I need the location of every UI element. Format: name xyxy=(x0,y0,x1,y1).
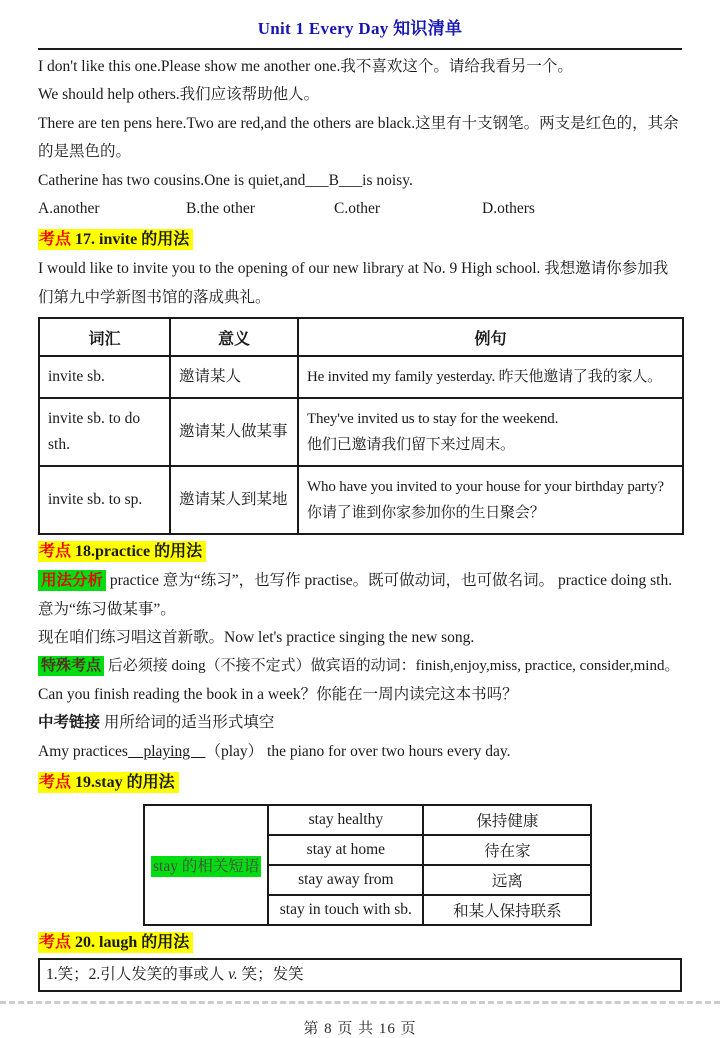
example-line: Who have you invited to your house for your birthday party? xyxy=(307,479,664,496)
table-row xyxy=(39,466,683,534)
text-run: Can you finish reading the book in a week？你能在一周内读完这本书吗？ xyxy=(38,685,518,703)
exam-link-label: 中考链接 xyxy=(38,714,101,732)
text-run: 1.笑；2.引人发笑的事或人 xyxy=(46,966,229,984)
example-line: 他们已邀请我们留下来过周末。 xyxy=(307,437,515,454)
paragraph xyxy=(38,81,682,109)
topic-label: 考点 xyxy=(39,934,72,952)
text-run: Amy practices xyxy=(38,742,128,760)
text-run: Catherine has two cousins.One is quiet,and___B___is noisy. xyxy=(38,171,413,189)
topic-heading xyxy=(38,227,682,252)
text-run: I don't like this one.Please show me another one.我不喜欢这个。请给我看另一个。 xyxy=(38,58,573,75)
meaning-cell: 保持健康 xyxy=(423,805,591,835)
paragraph xyxy=(38,681,682,709)
page-footer: 第 8 页 共 16 页 xyxy=(303,1021,417,1038)
example-line: 你请了谁到你家参加你的生日聚会？ xyxy=(307,505,545,522)
text-run: 用所给词的适当形式填空 xyxy=(100,714,275,732)
topic-title: 17. invite 的用法 xyxy=(71,231,190,249)
text-run: 后必须接 doing（不接不定式）做宾语的动词：finish,enjoy,miss, practice, consider,mind。 xyxy=(104,658,680,675)
meaning-cell: 待在家 xyxy=(423,835,591,865)
vocab-table xyxy=(38,317,684,535)
paragraph xyxy=(38,709,682,737)
topic-heading xyxy=(38,770,682,795)
paragraph xyxy=(38,652,682,680)
phrase-cell: stay away from xyxy=(268,865,423,895)
meaning-cell: 和某人保持联系 xyxy=(423,895,591,925)
fill-in-answer: playing xyxy=(127,742,206,760)
topic-highlight xyxy=(38,932,193,953)
meaning-cell: 邀请某人到某地 xyxy=(170,466,298,534)
word-cell: invite sb. to do sth. xyxy=(39,398,170,466)
topic-label: 考点 xyxy=(39,774,72,792)
paragraph xyxy=(38,738,682,766)
special-point-label: 特殊考点 xyxy=(38,656,104,676)
page-title: Unit 1 Every Day 知识清单 xyxy=(257,19,463,38)
paragraph xyxy=(38,167,682,195)
paragraph xyxy=(38,110,682,167)
text-run: We should help others.我们应该帮助他人。 xyxy=(38,86,320,104)
table-header-row xyxy=(39,318,683,356)
topic-title: 19.stay 的用法 xyxy=(71,774,175,792)
paragraph xyxy=(38,567,682,624)
example-line: They've invited us to stay for the weekend. xyxy=(307,411,559,428)
choice-options xyxy=(38,195,682,223)
topic-heading xyxy=(38,539,682,564)
document-content xyxy=(38,53,682,992)
text-run: 笑；发笑 xyxy=(237,966,304,984)
text-run: 现在咱们练习唱这首新歌。Now let's practice singing the new song. xyxy=(38,629,475,647)
stay-label-cell xyxy=(144,805,268,925)
stay-label: stay 的相关短语 xyxy=(153,858,260,876)
example-cell xyxy=(298,398,683,466)
text-run: （play） the piano for over two hours every day. xyxy=(205,742,511,760)
topic-highlight xyxy=(38,229,193,250)
choice-option: C.other xyxy=(334,200,381,218)
column-header: 例句 xyxy=(298,318,683,356)
title-divider xyxy=(38,48,682,50)
paragraph xyxy=(38,53,682,81)
column-header: 词汇 xyxy=(39,318,170,356)
stay-table xyxy=(143,804,592,926)
topic-label: 考点 xyxy=(39,231,72,249)
choice-option: A.another xyxy=(38,200,100,218)
footer-divider xyxy=(0,1001,720,1004)
laugh-note-box xyxy=(38,958,682,992)
topic-title: 18.practice 的用法 xyxy=(71,543,203,561)
topic-highlight xyxy=(38,541,206,562)
table-row xyxy=(39,356,683,398)
phrase-cell: stay in touch with sb. xyxy=(268,895,423,925)
text-run: v. xyxy=(228,966,238,984)
topic-label: 考点 xyxy=(39,543,72,561)
text-run: I would like to invite you to the opening of our new library at No. 9 High school. 我想邀请你参加我们第九中学新图书馆的落成典礼。 xyxy=(38,260,669,306)
meaning-cell: 邀请某人做某事 xyxy=(170,398,298,466)
topic-title: 20. laugh 的用法 xyxy=(71,934,190,952)
usage-analysis-label: 用法分析 xyxy=(38,570,106,591)
example-line: He invited my family yesterday. 昨天他邀请了我的家人。 xyxy=(307,369,663,386)
paragraph xyxy=(38,255,682,312)
meaning-cell: 远离 xyxy=(423,865,591,895)
example-cell xyxy=(298,466,683,534)
phrase-cell: stay at home xyxy=(268,835,423,865)
choice-option: B.the other xyxy=(186,200,255,218)
phrase-cell: stay healthy xyxy=(268,805,423,835)
example-cell xyxy=(298,356,683,398)
table-row xyxy=(144,805,591,835)
table-row xyxy=(39,398,683,466)
stay-table-wrap xyxy=(143,804,682,926)
topic-heading xyxy=(38,930,682,955)
topic-highlight xyxy=(38,772,179,793)
text-run: There are ten pens here.Two are red,and the others are black.这里有十支钢笔。两支是红色的，其余的是黑色的。 xyxy=(38,114,679,161)
meaning-cell: 邀请某人 xyxy=(170,356,298,398)
word-cell: invite sb. to sp. xyxy=(39,466,170,534)
column-header: 意义 xyxy=(170,318,298,356)
word-cell: invite sb. xyxy=(39,356,170,398)
text-run: practice 意为“练习”，也写作 practise。既可做动词，也可做名词。 practice doing sth.意为“练习做某事”。 xyxy=(38,572,673,618)
choice-option: D.others xyxy=(482,200,535,218)
paragraph xyxy=(38,624,682,652)
